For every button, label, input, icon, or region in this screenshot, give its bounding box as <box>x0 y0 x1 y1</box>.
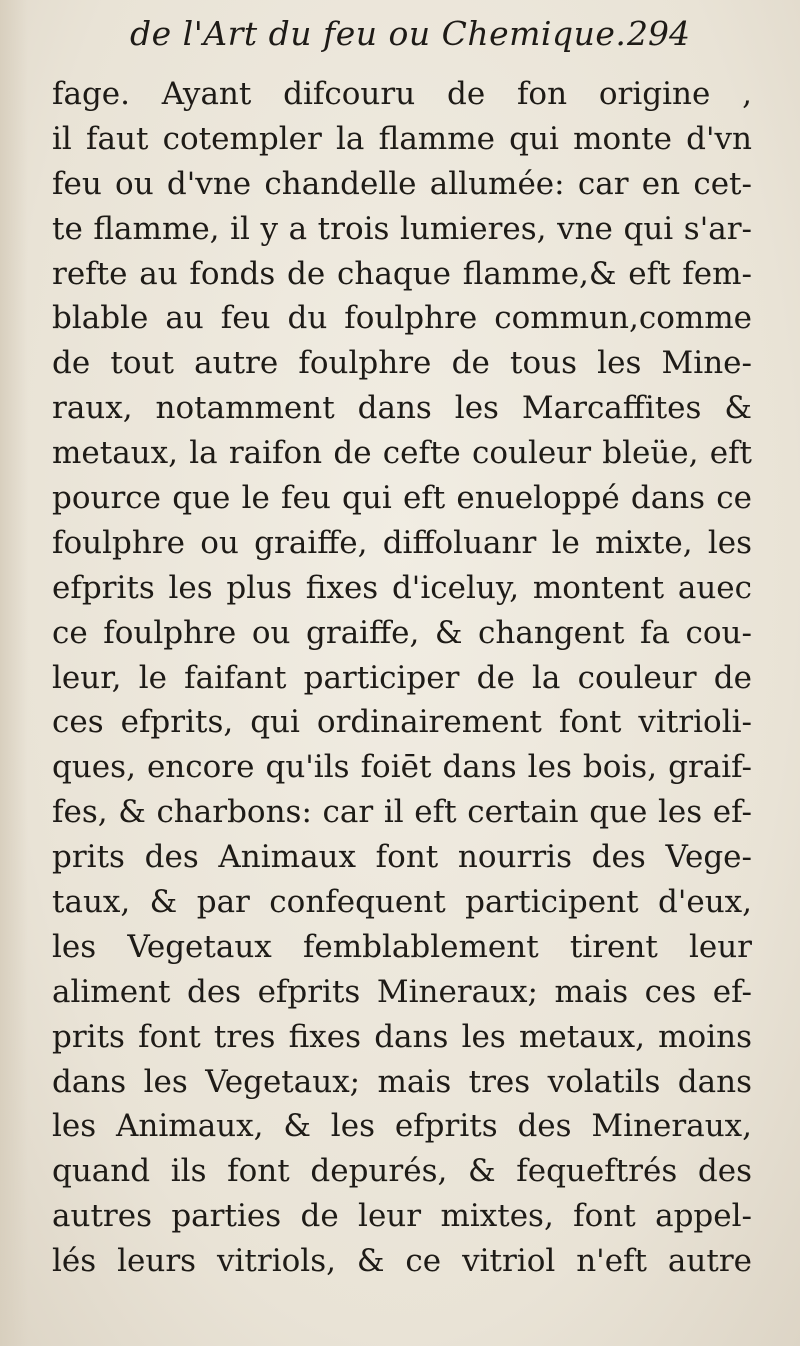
text-line: autres parties de leur mixtes, font appel- <box>52 1198 752 1235</box>
text-line: ques, encore qu'ils foiēt dans les bois, graif- <box>52 749 752 786</box>
text-line: feu ou d'vne chandelle allumée: car en cet- <box>52 165 752 202</box>
text-block <box>52 72 752 1284</box>
text-line: refte au fonds de chaque flamme,& eft fem- <box>52 255 752 292</box>
text-line: fes, & charbons: car il eft certain que les ef- <box>52 794 752 831</box>
text-line: aliment des efprits Mineraux; mais ces ef- <box>52 973 752 1010</box>
text-line: foulphre ou graiffe, diffoluanr le mixte, les <box>52 524 752 561</box>
text-line: blable au feu du foulphre commun,comme <box>52 300 752 337</box>
text-line: prits font tres fixes dans les metaux, moins <box>52 1018 752 1055</box>
text-line: ces efprits, qui ordinairement font vitrioli- <box>52 704 752 741</box>
running-title: de l'Art du feu ou Chemique. <box>130 14 627 53</box>
text-line: lés leurs vitriols, & ce vitriol n'eft autre <box>52 1243 752 1280</box>
text-line: taux, & par confequent participent d'eux, <box>52 884 752 921</box>
text-line: te flamme, il y a trois lumieres, vne qui s'ar- <box>52 210 752 247</box>
text-line: il faut cotempler la flamme qui monte d'vn <box>52 120 752 157</box>
text-line: fage. Ayant difcouru de fon origine , <box>52 76 752 112</box>
text-line: dans les Vegetaux; mais tres volatils dans <box>52 1063 752 1100</box>
text-line: pource que le feu qui eft enueloppé dans ce <box>52 480 752 517</box>
text-line: prits des Animaux font nourris des Vege- <box>52 839 752 876</box>
page-edge-shadow <box>0 0 28 1346</box>
running-head <box>130 14 690 64</box>
text-line: efprits les plus fixes d'iceluy, montent auec <box>52 569 752 606</box>
page-number: 294 <box>627 14 690 53</box>
text-line: de tout autre foulphre de tous les Mine- <box>52 345 752 382</box>
text-line: les Animaux, & les efprits des Mineraux, <box>52 1108 752 1145</box>
text-line: raux, notamment dans les Marcaffites & <box>52 390 752 427</box>
text-line: leur, le faifant participer de la couleur de <box>52 659 752 696</box>
text-line: metaux, la raifon de cefte couleur bleüe, eft <box>52 435 752 472</box>
text-line: les Vegetaux femblablement tirent leur <box>52 928 752 965</box>
text-line: ce foulphre ou graiffe, & changent fa cou- <box>52 614 752 651</box>
text-line: quand ils font depurés, & fequeftrés des <box>52 1153 752 1190</box>
